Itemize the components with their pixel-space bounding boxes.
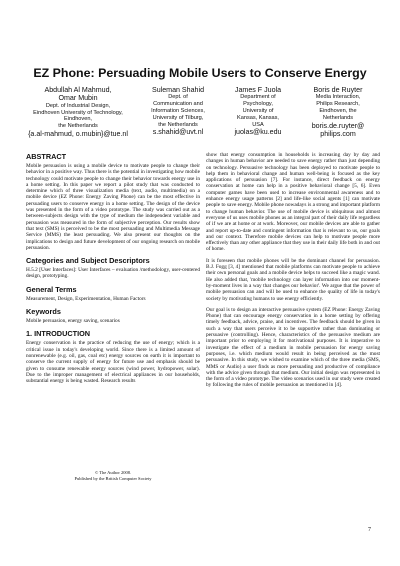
author-affiliation-line: Netherlands: [322, 114, 354, 121]
author-name: Omar Mubin: [58, 94, 98, 103]
author-email: boris.de.ruyter@ philips.com: [311, 121, 365, 138]
author-affiliation-line: Media Interaction,: [315, 94, 361, 101]
author-block-4: [298, 86, 378, 138]
author-name: Suleman Shahid: [151, 86, 205, 94]
introduction-text: Energy conservation is the practice of reducing the use of energy; which is a critical issue in today's developing world. Since there is a limited amount of nonrenewable (e.g. oil, gas, coal etc) energy sources on earth it is important to conserve the current supply of energy for future use and emphasis should be given to consume renewable energy sources (wind power, hydropower, solar). Due to the improper management of electrical appliances in our households, substantial energy is being wasted. Research results: [26, 340, 200, 385]
author-affiliation-line: Kansas, Kansas,: [237, 114, 279, 121]
body-paragraph: It is foreseen that mobile phones will be the dominant channel for persuasion. B.J. Fogg [3, 4] mentioned that mobile platforms can motivate people to achieve their own personal goals and a mobile device helps to succeed like a magic wand. He also added that, 'mobile technology can layer information into our moment-by-moment lives in a way that changes our behavior'. We argue that the power of mobile persuasion can and will be used to enhance the quality of life in today's society by motivating humans to use energy efficiently.: [206, 257, 380, 302]
author-affiliation-line: the Netherlands: [58, 123, 98, 130]
abstract-heading: ABSTRACT: [26, 152, 67, 161]
categories-text: H.5.2 [User Interfaces]: User Interfaces – evaluation /methodology, user-centered design, prototyping.: [26, 267, 200, 280]
author-affiliation-line: Information Sciences,: [151, 108, 205, 114]
author-email: juolas@ku.edu: [234, 128, 282, 137]
copyright-line: © The Author 2008.: [94, 470, 132, 475]
abstract-text: Mobile persuasion is using a mobile device to motivate people to change their behavior in a positive way. Thus there is the potential in investigating how mobile technology could motivate people to change their behavior towards energy use in a home setting. In this paper we report a pilot study that was conducted to determine which of three visualization media (text, audio, multimedia) on a mobile device (EZ Phone: Energy Zaving Phone) can be the most effective in persuading users to conserve energy in a home setting. The design of the device was presented in the form of a video prototype. The study was carried out as a between-subjects design with the type of medium the independent variable and persuasion was measured in the form of subjective perception. Our results show that text (SMS) is perceived to be the most persuading and Multimedia Message Service (MMS) the least persuading. We also present our thoughts on the implications to design and future development of our ongoing research on mobile persuasion.: [26, 163, 200, 251]
author-email: {a.al-mahmud, o.mubin}@tue.nl: [28, 130, 128, 138]
author-block-3: [222, 86, 294, 137]
author-affiliation-line: Communication and: [153, 101, 203, 108]
introduction-heading: 1. INTRODUCTION: [26, 329, 91, 339]
author-affiliation-line: Philips Research,: [316, 101, 360, 108]
author-affiliation-line: Department of: [240, 94, 276, 101]
general-terms-heading: General Terms: [26, 284, 77, 294]
author-affiliation-line: Eindhoven University of Technology,: [33, 109, 123, 116]
page-number: 7: [368, 527, 371, 533]
keywords-text: Mobile persuasion, energy saving, scenarios: [26, 318, 120, 325]
general-terms-text: Measurement, Design, Experimentation, Human Factors: [26, 295, 146, 302]
paper-title: EZ Phone: Persuading Mobile Users to Conserve Energy: [33, 66, 367, 80]
right-column: [206, 152, 380, 389]
publisher-line: Published by the British Computer Society: [74, 476, 152, 481]
body-paragraph: Our goal is to design an interactive persuasive system (EZ Phone: Energy Zaving Phone) that can encourage energy conservation in a home setting by offering timely feedback, advice, praise, and incentives. The feedback should be given in such a way that users perceive it to be supportive rather than dominating or persuasive (controlling). Hence, characteristics of the persuasive medium are important prior to employing it for motivational purposes. It is imperative to investigate the effect of a medium in mobile persuasion for energy saving purposes, i.e. which medium would result in being perceived as the most persuasive. In this study, we wished to examine which of the three media (SMS, MMS or Audio) a user finds as more persuading and productive of compliance with the advice given through that medium. Our initial design was represented in the form of a video prototype. The video scenarios used in our study were created by following the rules of mobile persuasion as mentioned in [4].: [206, 306, 380, 389]
author-affiliation-line: Psychology,: [243, 101, 273, 108]
author-affiliation-line: Dept. of Industrial Design,: [45, 102, 111, 109]
left-column: [26, 152, 200, 384]
author-email: s.shahid@uvt.nl: [152, 128, 204, 137]
author-affiliation-line: Eindhoven,: [64, 116, 92, 123]
keywords-heading: Keywords: [26, 307, 61, 317]
categories-heading: Categories and Subject Descriptors: [26, 256, 150, 266]
author-name: Boris de Ruyter: [313, 86, 363, 94]
author-affiliation-line: Eindhoven, the: [319, 108, 357, 114]
author-name: Abdullah Al Mahmud,: [44, 86, 112, 94]
body-paragraph: show that energy consumption in households is increasing day by day and changes in human behavior are needed to save energy rather than just depending on technology. Persuasive technology has been deployed to motivate people to help them in behavioral change and human well-being is focused as the key applications of persuasion [7]. For instance, direct feedback on energy conservation at home can help in a positive behavioral change [5, 6]. Even computer games have been used to increase environmental awareness and to enhance energy usage patterns [2] and life-like social agents [1] can motivate people to save energy. Mobile phone nowadays is a strong and important platform to change human behavior. The use of mobile device is ubiquitous and almost everyone of us uses mobile phones as an integral part of their daily life regardless of if we are at home or at work. Moreover, our mobile devices are able to gather and report up-to-date and contingent information that is relevant to us, our goals and our context. Therefore mobile devices can help to motivate people more effectively than any other appliance that they use in their daily life both in and out of home.: [206, 152, 380, 253]
author-affiliation-line: the Netherlands: [158, 121, 198, 128]
author-affiliation-line: Dept. of: [168, 94, 188, 101]
author-block-1: [22, 86, 134, 138]
author-affiliation-line: USA: [252, 121, 264, 128]
author-name: James F Juola: [234, 86, 282, 94]
author-affiliation-line: University of: [242, 108, 274, 114]
copyright-footer: [26, 470, 200, 482]
author-block-2: [138, 86, 218, 137]
author-affiliation-line: University of Tilburg,: [152, 114, 204, 121]
